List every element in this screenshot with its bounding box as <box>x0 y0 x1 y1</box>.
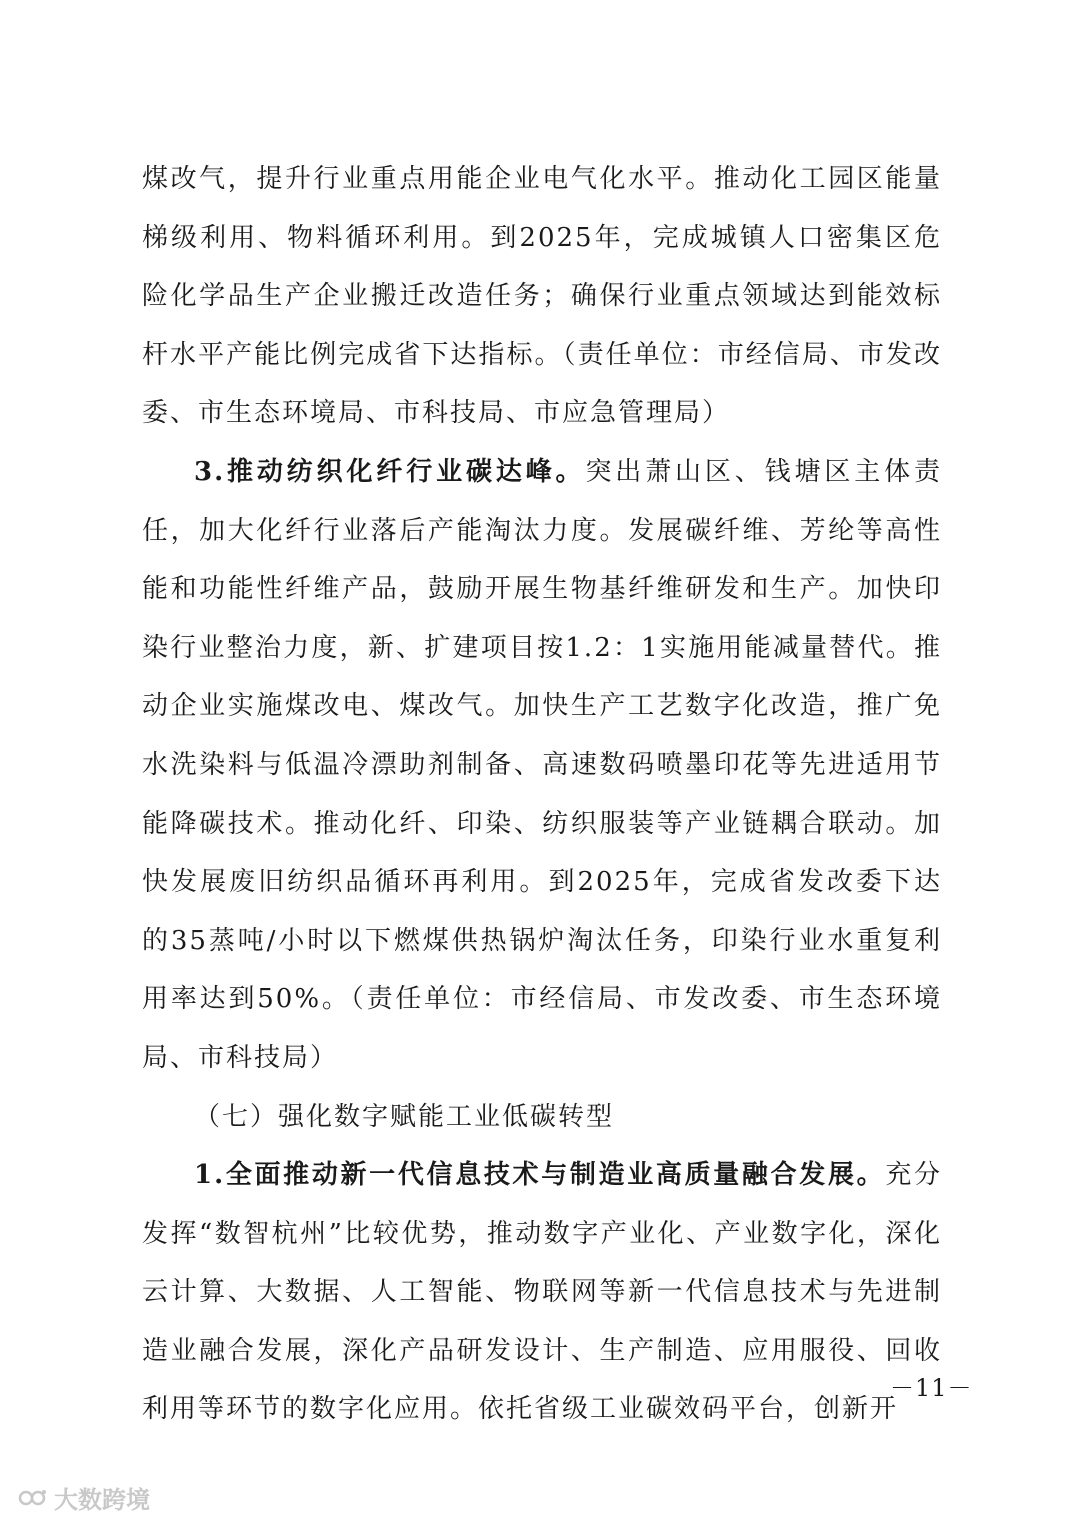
paragraph-2-lead: 3.推动纺织化纤行业碳达峰。 <box>194 456 586 487</box>
page-number: －11－ <box>890 1374 973 1402</box>
watermark <box>18 1480 150 1515</box>
paragraph-3-text: 充分发挥“数智杭州”比较优势，推动数字产业化、产业数字化，深化云计算、大数据、人工智能、物联网等新一代信息技术与先进制造业融合发展，深化产品研发设计、生产制造、应用服役、回收利用等环节的数字化应用。依托省级工业碳效码平台，创新开 <box>142 1160 942 1425</box>
watermark-text: 大数跨境 <box>54 1486 150 1514</box>
paragraph-2-text: 突出萧山区、钱塘区主体责任，加大化纤行业落后产能淘汰力度。发展碳纤维、芳纶等高性能和功能性纤维产品，鼓励开展生物基纤维研发和生产。加快印染行业整治力度，新、扩建项目按1.2：1实施用能减量替代。推动企业实施煤改电、煤改气。加快生产工艺数字化改造，推广免水洗染料与低温冷漂助剂制备、高速数码喷墨印花等先进适用节能降碳技术。推动化纤、印染、纺织服装等产业链耦合联动。加快发展废旧纺织品循环再利用。到2025年，完成省发改委下达的35蒸吨/小时以下燃煤供热锅炉淘汰任务，印染行业水重复利用率达到50%。（责任单位：市经信局、市发改委、市生态环境局、市科技局） <box>142 456 942 1073</box>
watermark-logo-icon <box>18 1488 48 1508</box>
paragraph-1 <box>142 150 942 443</box>
paragraph-3-lead: 1.全面推动新一代信息技术与制造业高质量融合发展。 <box>194 1160 886 1191</box>
body-text <box>142 150 942 1439</box>
paragraph-1-text: 煤改气，提升行业重点用能企业电气化水平。推动化工园区能量梯级利用、物料循环利用。到2025年，完成城镇人口密集区危险化学品生产企业搬迁改造任务；确保行业重点领域达到能效标杆水平产能比例完成省下达指标。（责任单位：市经信局、市发改委、市生态环境局、市科技局、市应急管理局） <box>142 164 942 429</box>
section-heading: （七）强化数字赋能工业低碳转型 <box>194 1101 615 1132</box>
paragraph-2 <box>142 443 942 1088</box>
paragraph-3 <box>142 1146 942 1439</box>
